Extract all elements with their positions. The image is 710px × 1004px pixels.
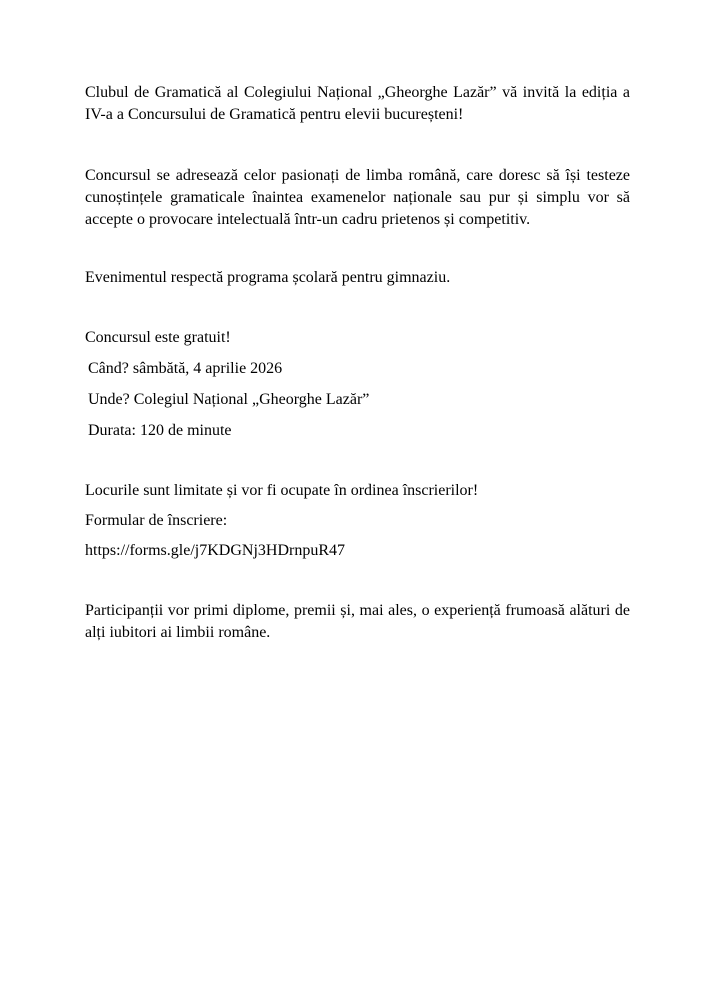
audience-paragraph: Concursul se adresează celor pasionați de limba română, care doresc să își testeze cunoștințele gramaticale înaintea examenelor naționale sau pur și simplu vor să accepte o provocare intelectuală într-un cadru prietenos și competitiv. (85, 167, 630, 228)
curriculum-text: Evenimentul respectă programa școlară pentru gimnaziu. (85, 269, 451, 286)
event-location: Unde? Colegiul Național „Gheorghe Lazăr” (88, 391, 370, 408)
free-entry-text: Concursul este gratuit! (85, 329, 231, 346)
intro-paragraph: Clubul de Gramatică al Colegiului Național „Gheorghe Lazăr” vă invită la ediția a IV-a a Concursului de Gramatică pentru elevii bucureșteni! (85, 84, 630, 123)
form-label: Formular de înscriere: (85, 512, 228, 529)
event-date: Când? sâmbătă, 4 aprilie 2026 (88, 360, 283, 377)
closing-paragraph: Participanții vor primi diplome, premii și, mai ales, o experiență frumoasă alături de alți iubitori ai limbii române. (85, 602, 630, 641)
limited-seats-text: Locurile sunt limitate și vor fi ocupate în ordinea înscrierilor! (85, 482, 479, 499)
event-duration: Durata: 120 de minute (88, 422, 232, 439)
registration-form-link[interactable]: https://forms.gle/j7KDGNj3HDrnpuR47 (85, 542, 345, 559)
